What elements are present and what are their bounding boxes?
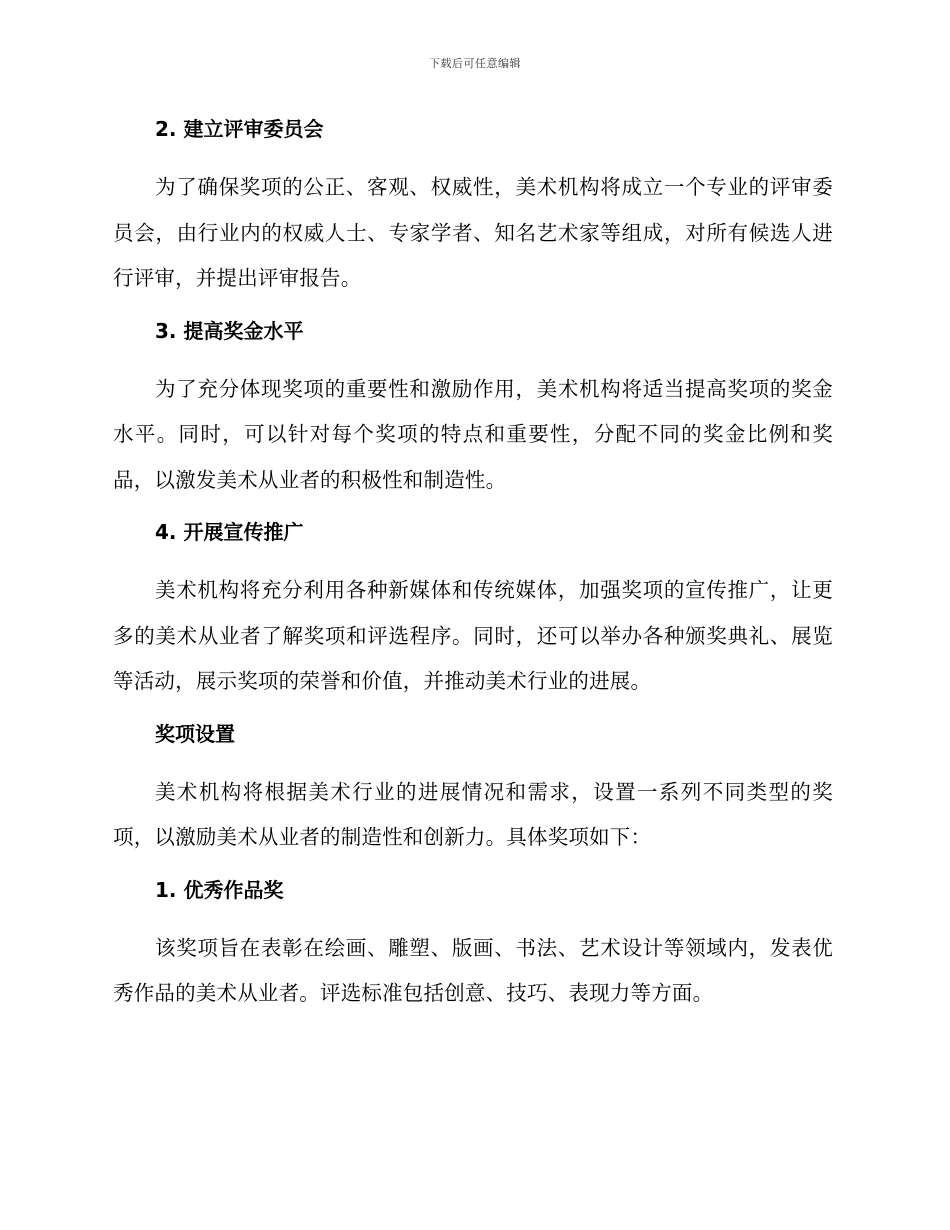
section-heading: 3. 提高奖金水平	[155, 318, 304, 343]
section-heading: 2. 建立评审委员会	[155, 117, 324, 141]
document-body	[113, 113, 833, 1030]
section-paragraph: 美术机构将充分利用各种新媒体和传统媒体，加强奖项的宣传推广，让更多的美术从业者了解奖项和评选程序。同时，还可以举办各种颁奖典礼、展览等活动，展示奖项的荣誉和价值，并推动美术行业的进展。	[113, 578, 833, 693]
section-prize-money	[113, 315, 833, 504]
section-heading: 1. 优秀作品奖	[155, 877, 284, 902]
section-paragraph: 该奖项旨在表彰在绘画、雕塑、版画、书法、艺术设计等领域内，发表优秀作品的美术从业者。评选标准包括创意、技巧、表现力等方面。	[113, 935, 833, 1005]
section-review-committee	[113, 113, 833, 302]
section-promotion	[113, 516, 833, 705]
section-heading: 4. 开展宣传推广	[155, 520, 304, 544]
section-award-settings	[113, 718, 833, 861]
section-excellent-work-award	[113, 874, 833, 1017]
section-paragraph: 为了充分体现奖项的重要性和激励作用，美术机构将适当提高奖项的奖金水平。同时，可以针对每个奖项的特点和重要性，分配不同的奖金比例和奖品，以激发美术从业者的积极性和制造性。	[113, 376, 833, 492]
section-paragraph: 美术机构将根据美术行业的进展情况和需求，设置一系列不同类型的奖项，以激励美术从业者的制造性和创新力。具体奖项如下：	[113, 779, 833, 849]
section-paragraph: 为了确保奖项的公正、客观、权威性，美术机构将成立一个专业的评审委员会，由行业内的权威人士、专家学者、知名艺术家等组成，对所有候选人进行评审，并提出评审报告。	[113, 175, 833, 290]
page-header: 下载后可任意编辑	[429, 57, 521, 70]
section-heading: 奖项设置	[155, 721, 235, 746]
